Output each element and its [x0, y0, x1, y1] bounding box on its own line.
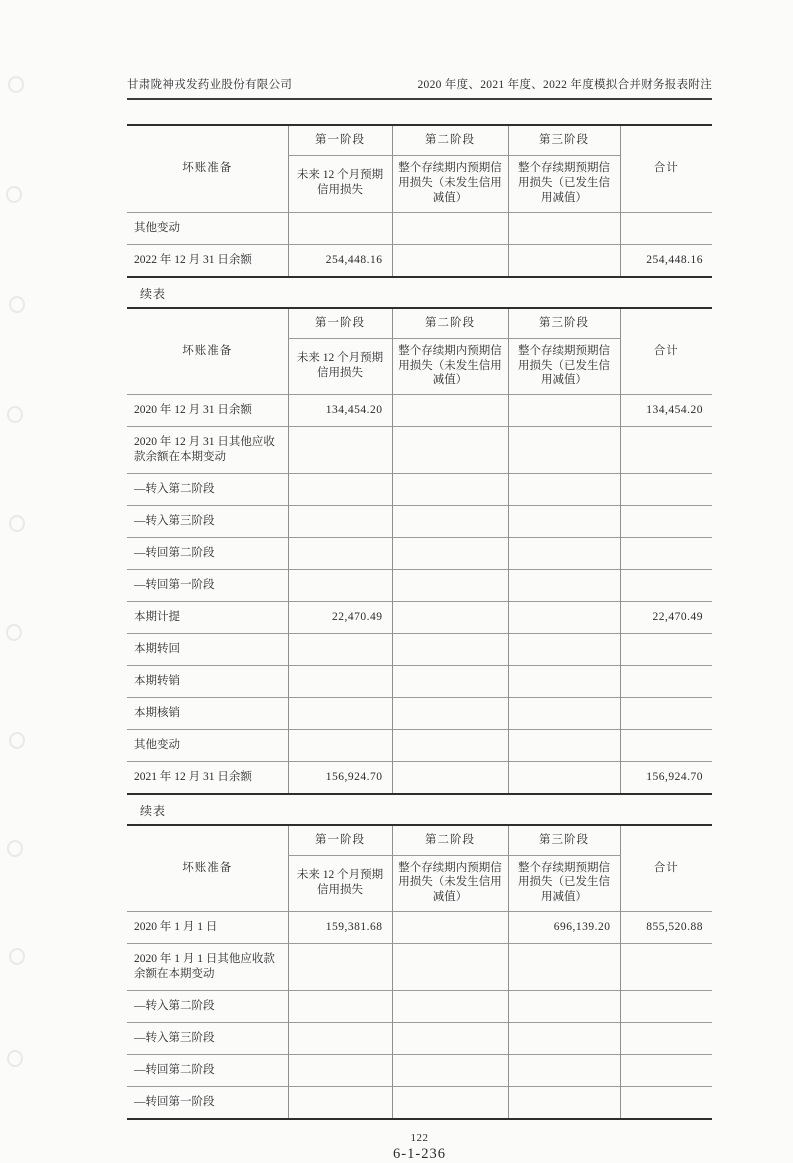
stage-2-subheader: 整个存续期内预期信用损失（未发生信用减值）	[392, 155, 508, 212]
company-name: 甘肃陇神戎发药业股份有限公司	[127, 79, 293, 91]
total-value: 855,520.88	[620, 912, 712, 944]
row-label: 2020 年 12 月 31 日余额	[127, 395, 288, 427]
table-row	[127, 1086, 712, 1118]
row-label: —转回第二阶段	[127, 538, 288, 570]
stage-3-value	[508, 570, 620, 602]
table-row	[127, 601, 712, 633]
row-label: 本期转回	[127, 633, 288, 665]
row-label: 本期转销	[127, 665, 288, 697]
total-value	[620, 474, 712, 506]
table-row	[127, 991, 712, 1023]
stage-1-value	[288, 474, 392, 506]
stage-3-value	[508, 212, 620, 244]
report-title: 2020 年度、2021 年度、2022 年度模拟合并财务报表附注	[417, 79, 712, 91]
row-label: —转回第一阶段	[127, 1086, 288, 1118]
table-row	[127, 1055, 712, 1087]
total-header: 合计	[620, 308, 712, 395]
stage-2-value	[392, 697, 508, 729]
stage-2-value	[392, 427, 508, 474]
row-header-bad-debt-provision: 坏账准备	[182, 345, 233, 358]
binder-hole-artifact	[7, 840, 23, 857]
stage-3-value	[508, 538, 620, 570]
total-value	[620, 697, 712, 729]
stage-3-value	[508, 697, 620, 729]
table-row	[127, 665, 712, 697]
stage-3-value	[508, 1086, 620, 1118]
stage-3-value	[508, 395, 620, 427]
stage-1-value: 22,470.49	[288, 601, 392, 633]
stage-2-subheader: 整个存续期内预期信用损失（未发生信用减值）	[392, 338, 508, 395]
binder-hole-artifact	[9, 948, 25, 965]
stage-1-value: 159,381.68	[288, 912, 392, 944]
row-header-bad-debt-provision: 坏账准备	[182, 162, 233, 175]
table-row	[127, 697, 712, 729]
stage-1-subheader: 未来 12 个月预期信用损失	[288, 155, 392, 212]
total-value	[620, 506, 712, 538]
binder-hole-artifact	[9, 732, 25, 749]
row-label: 其他变动	[127, 212, 288, 244]
stage-1-subheader: 未来 12 个月预期信用损失	[288, 338, 392, 395]
stage-1-value	[288, 506, 392, 538]
stage-3-value	[508, 991, 620, 1023]
stage-2-value	[392, 538, 508, 570]
stage-1-header: 第一阶段	[288, 825, 392, 855]
row-label: 2020 年 1 月 1 日	[127, 912, 288, 944]
stage-3-header: 第三阶段	[508, 825, 620, 855]
stage-2-value	[392, 1055, 508, 1087]
stage-1-value	[288, 538, 392, 570]
total-value	[620, 1055, 712, 1087]
document-number: 6-1-236	[393, 1145, 446, 1162]
stage-2-value	[392, 991, 508, 1023]
stage-3-value	[508, 665, 620, 697]
row-label: —转入第二阶段	[127, 991, 288, 1023]
stage-1-value	[288, 1023, 392, 1055]
row-label: —转入第三阶段	[127, 506, 288, 538]
binder-hole-artifact	[6, 624, 22, 641]
document-header	[127, 76, 712, 100]
stage-2-value	[392, 912, 508, 944]
stage-3-value	[508, 427, 620, 474]
stage-2-value	[392, 395, 508, 427]
stage-3-value	[508, 1023, 620, 1055]
bad-debt-provision-table-3	[127, 824, 712, 1120]
stage-2-value	[392, 212, 508, 244]
stage-3-value	[508, 244, 620, 276]
stage-2-value	[392, 729, 508, 761]
total-value	[620, 538, 712, 570]
binder-hole-artifact	[9, 296, 25, 313]
stage-2-value	[392, 944, 508, 991]
binder-hole-artifact	[9, 515, 25, 532]
table-row	[127, 761, 712, 793]
document-footer	[127, 1131, 712, 1163]
table-row	[127, 506, 712, 538]
stage-3-subheader: 整个存续期预期信用损失（已发生信用减值）	[508, 155, 620, 212]
table-row	[127, 244, 712, 276]
stage-3-header: 第三阶段	[508, 308, 620, 338]
stage-2-value	[392, 506, 508, 538]
total-value	[620, 212, 712, 244]
total-value	[620, 729, 712, 761]
stage-1-value	[288, 427, 392, 474]
row-label: —转回第二阶段	[127, 1055, 288, 1087]
table-row	[127, 538, 712, 570]
table-row	[127, 395, 712, 427]
binder-hole-artifact	[7, 406, 23, 423]
stage-3-header: 第三阶段	[508, 125, 620, 155]
bad-debt-provision-table-1	[127, 124, 712, 278]
total-value: 254,448.16	[620, 244, 712, 276]
continuation-label: 续表	[140, 803, 167, 818]
total-value	[620, 1023, 712, 1055]
stage-2-subheader: 整个存续期内预期信用损失（未发生信用减值）	[392, 855, 508, 912]
continuation-label: 续表	[140, 286, 167, 301]
stage-1-value: 254,448.16	[288, 244, 392, 276]
table-row	[127, 427, 712, 474]
stage-1-header: 第一阶段	[288, 125, 392, 155]
bad-debt-provision-table-2	[127, 307, 712, 795]
stage-3-value	[508, 1055, 620, 1087]
stage-2-header: 第二阶段	[392, 825, 508, 855]
table-row	[127, 912, 712, 944]
page-number: 122	[410, 1131, 429, 1144]
total-value	[620, 991, 712, 1023]
stage-2-value	[392, 601, 508, 633]
total-header: 合计	[620, 825, 712, 912]
row-label: —转回第一阶段	[127, 570, 288, 602]
total-value: 134,454.20	[620, 395, 712, 427]
total-value	[620, 427, 712, 474]
table-row	[127, 633, 712, 665]
table-row	[127, 212, 712, 244]
row-header-bad-debt-provision: 坏账准备	[182, 861, 233, 874]
binder-hole-artifact	[6, 186, 22, 203]
stage-1-value	[288, 729, 392, 761]
total-value	[620, 944, 712, 991]
stage-2-value	[392, 474, 508, 506]
row-label: 2020 年 12 月 31 日其他应收款余额在本期变动	[127, 427, 288, 474]
stage-1-value	[288, 665, 392, 697]
stage-1-value	[288, 944, 392, 991]
stage-2-value	[392, 1086, 508, 1118]
stage-1-subheader: 未来 12 个月预期信用损失	[288, 855, 392, 912]
stage-3-subheader: 整个存续期预期信用损失（已发生信用减值）	[508, 855, 620, 912]
row-label: 2022 年 12 月 31 日余额	[127, 244, 288, 276]
page-content	[127, 76, 712, 1163]
total-value	[620, 1086, 712, 1118]
total-value: 156,924.70	[620, 761, 712, 793]
table-row	[127, 944, 712, 991]
stage-1-value	[288, 1086, 392, 1118]
stage-3-value	[508, 729, 620, 761]
stage-1-header: 第一阶段	[288, 308, 392, 338]
binder-hole-artifact	[8, 76, 24, 93]
row-label: 本期计提	[127, 601, 288, 633]
stage-1-value	[288, 570, 392, 602]
stage-3-value	[508, 601, 620, 633]
row-label: —转入第二阶段	[127, 474, 288, 506]
stage-2-value	[392, 244, 508, 276]
row-label: 本期核销	[127, 697, 288, 729]
stage-3-subheader: 整个存续期预期信用损失（已发生信用减值）	[508, 338, 620, 395]
stage-2-value	[392, 1023, 508, 1055]
stage-3-value	[508, 506, 620, 538]
total-value: 22,470.49	[620, 601, 712, 633]
row-label: —转入第三阶段	[127, 1023, 288, 1055]
stage-2-header: 第二阶段	[392, 125, 508, 155]
stage-3-value	[508, 474, 620, 506]
stage-1-value	[288, 697, 392, 729]
stage-2-header: 第二阶段	[392, 308, 508, 338]
table-row	[127, 570, 712, 602]
table-row	[127, 474, 712, 506]
tables-container	[127, 124, 712, 1120]
binder-hole-artifact	[7, 1050, 23, 1067]
stage-1-value	[288, 1055, 392, 1087]
stage-3-value	[508, 944, 620, 991]
total-header: 合计	[620, 125, 712, 212]
stage-1-value: 156,924.70	[288, 761, 392, 793]
total-value	[620, 665, 712, 697]
stage-1-value	[288, 633, 392, 665]
stage-2-value	[392, 665, 508, 697]
stage-3-value	[508, 633, 620, 665]
table-row	[127, 1023, 712, 1055]
stage-3-value: 696,139.20	[508, 912, 620, 944]
stage-1-value	[288, 991, 392, 1023]
stage-3-value	[508, 761, 620, 793]
table-row	[127, 729, 712, 761]
stage-2-value	[392, 633, 508, 665]
row-label: 2020 年 1 月 1 日其他应收款余额在本期变动	[127, 944, 288, 991]
stage-1-value	[288, 212, 392, 244]
stage-2-value	[392, 761, 508, 793]
total-value	[620, 633, 712, 665]
stage-1-value: 134,454.20	[288, 395, 392, 427]
row-label: 其他变动	[127, 729, 288, 761]
stage-2-value	[392, 570, 508, 602]
row-label: 2021 年 12 月 31 日余额	[127, 761, 288, 793]
total-value	[620, 570, 712, 602]
